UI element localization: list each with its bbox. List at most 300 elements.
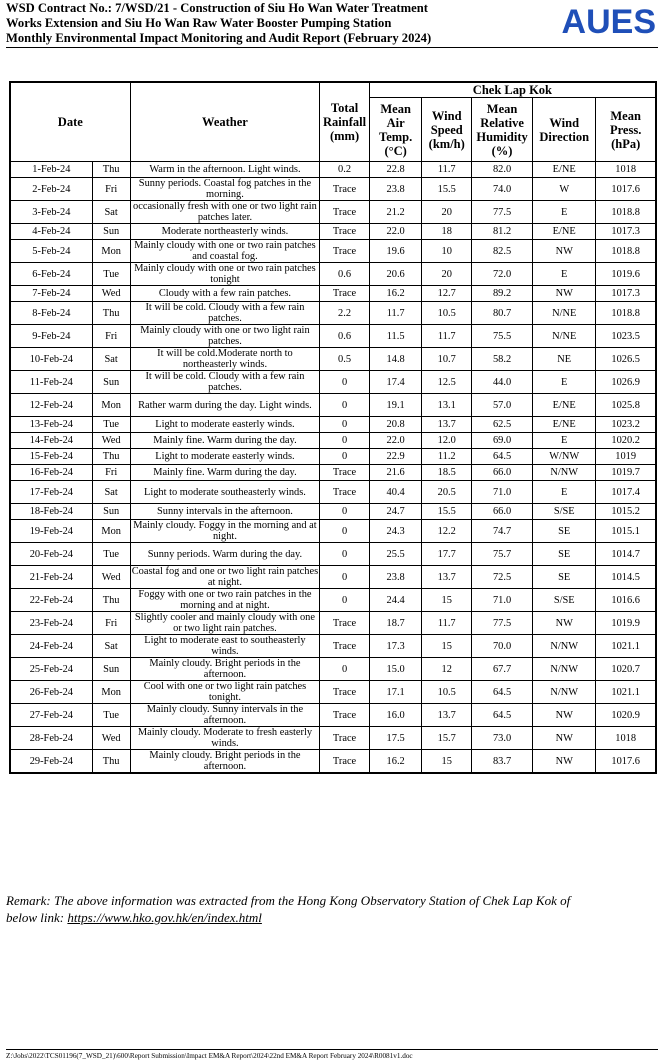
cell-date: 9-Feb-24 xyxy=(10,325,92,348)
cell-day: Mon xyxy=(92,394,130,417)
cell-date: 23-Feb-24 xyxy=(10,612,92,635)
cell-temp: 25.5 xyxy=(369,543,422,566)
cell-humidity: 72.0 xyxy=(472,263,533,286)
cell-day: Tue xyxy=(92,543,130,566)
remark-line-1: Remark: The above information was extracted from the Hong Kong Observatory Station of Chek Lap Kok of xyxy=(6,893,571,908)
cell-weather: Mainly cloudy. Moderate to fresh easterly winds. xyxy=(130,727,320,750)
cell-wind-speed: 12.0 xyxy=(422,433,472,449)
cell-weather: Light to moderate east to southeasterly winds. xyxy=(130,635,320,658)
cell-wind-direction: N/NE xyxy=(533,302,596,325)
cell-pressure: 1019.7 xyxy=(596,465,656,481)
cell-humidity: 71.0 xyxy=(472,481,533,504)
cell-rainfall: Trace xyxy=(320,681,370,704)
cell-humidity: 66.0 xyxy=(472,504,533,520)
cell-rainfall: 0 xyxy=(320,371,370,394)
table-row xyxy=(10,589,656,612)
cell-date: 5-Feb-24 xyxy=(10,240,92,263)
cell-date: 12-Feb-24 xyxy=(10,394,92,417)
cell-rainfall: 0.2 xyxy=(320,162,370,178)
col-header-humidity: Mean Relative Humidity (%) xyxy=(472,98,533,162)
cell-rainfall: 2.2 xyxy=(320,302,370,325)
table-row xyxy=(10,543,656,566)
table-row xyxy=(10,681,656,704)
cell-rainfall: 0 xyxy=(320,658,370,681)
cell-wind-direction: N/NW xyxy=(533,465,596,481)
cell-wind-direction: E xyxy=(533,263,596,286)
cell-weather: Warm in the afternoon. Light winds. xyxy=(130,162,320,178)
cell-humidity: 44.0 xyxy=(472,371,533,394)
cell-pressure: 1017.4 xyxy=(596,481,656,504)
cell-humidity: 57.0 xyxy=(472,394,533,417)
cell-wind-speed: 12 xyxy=(422,658,472,681)
cell-pressure: 1021.1 xyxy=(596,681,656,704)
col-header-temp: Mean Air Temp. (°C) xyxy=(369,98,422,162)
table-row xyxy=(10,520,656,543)
cell-temp: 21.6 xyxy=(369,465,422,481)
cell-weather: Coastal fog and one or two light rain patches at night. xyxy=(131,566,319,588)
cell-wind-speed: 15 xyxy=(422,635,472,658)
cell-humidity: 74.0 xyxy=(472,178,533,201)
cell-day: Sun xyxy=(92,658,130,681)
table-row xyxy=(10,465,656,481)
cell-pressure: 1019.9 xyxy=(596,612,656,635)
cell-day: Fri xyxy=(92,465,130,481)
cell-humidity: 70.0 xyxy=(472,635,533,658)
document-header xyxy=(6,1,658,47)
cell-weather: Mainly fine. Warm during the day. xyxy=(130,433,320,449)
cell-humidity: 66.0 xyxy=(472,465,533,481)
cell-day: Wed xyxy=(92,727,130,750)
cell-weather: Mainly cloudy. Foggy in the morning and at night. xyxy=(130,520,320,543)
table-row xyxy=(10,178,656,201)
cell-wind-direction: SE xyxy=(533,543,596,566)
cell-wind-direction: NW xyxy=(533,727,596,750)
footer-divider xyxy=(6,1049,658,1050)
cell-temp: 17.5 xyxy=(369,727,422,750)
cell-date: 11-Feb-24 xyxy=(10,371,92,394)
cell-weather: It will be cold. Cloudy with a few rain patches. xyxy=(130,302,320,325)
title-line-1: WSD Contract No.: 7/WSD/21 - Construction of Siu Ho Wan Water Treatment xyxy=(6,1,428,15)
cell-wind-speed: 15 xyxy=(422,589,472,612)
cell-wind-speed: 15.5 xyxy=(422,504,472,520)
cell-date: 8-Feb-24 xyxy=(10,302,92,325)
cell-humidity: 67.7 xyxy=(472,658,533,681)
cell-humidity: 69.0 xyxy=(472,433,533,449)
cell-wind-direction: NE xyxy=(533,348,596,371)
table-row xyxy=(10,286,656,302)
cell-day: Fri xyxy=(92,178,130,201)
cell-rainfall: 0 xyxy=(320,589,370,612)
cell-wind-speed: 10 xyxy=(422,240,472,263)
cell-wind-direction: E xyxy=(533,481,596,504)
cell-temp: 11.7 xyxy=(369,302,422,325)
cell-wind-direction: SE xyxy=(533,520,596,543)
cell-humidity: 82.5 xyxy=(472,240,533,263)
cell-pressure: 1020.7 xyxy=(596,658,656,681)
cell-day: Mon xyxy=(92,240,130,263)
table-row xyxy=(10,224,656,240)
cell-day: Sun xyxy=(92,504,130,520)
cell-day: Tue xyxy=(92,417,130,433)
table-row xyxy=(10,325,656,348)
cell-rainfall: 0 xyxy=(320,566,370,589)
col-group-chek-lap-kok: Chek Lap Kok xyxy=(369,82,656,98)
cell-rainfall: 0 xyxy=(320,433,370,449)
cell-rainfall: 0 xyxy=(320,394,370,417)
cell-humidity: 77.5 xyxy=(472,201,533,224)
cell-day: Sun xyxy=(92,371,130,394)
cell-humidity: 73.0 xyxy=(472,727,533,750)
cell-humidity: 81.2 xyxy=(472,224,533,240)
cell-day: Thu xyxy=(92,302,130,325)
cell-humidity: 80.7 xyxy=(472,302,533,325)
cell-day: Fri xyxy=(92,325,130,348)
cell-weather: Mainly fine. Warm during the day. xyxy=(130,465,320,481)
cell-wind-direction: NW xyxy=(533,750,596,774)
cell-day: Sat xyxy=(92,635,130,658)
table-row xyxy=(10,162,656,178)
cell-humidity: 64.5 xyxy=(472,681,533,704)
cell-date: 13-Feb-24 xyxy=(10,417,92,433)
table-row xyxy=(10,635,656,658)
cell-weather: Mainly cloudy with one or two rain patches tonight xyxy=(130,263,320,286)
cell-rainfall: 0.6 xyxy=(320,325,370,348)
table-row xyxy=(10,348,656,371)
cell-pressure: 1019 xyxy=(596,449,656,465)
cell-pressure: 1018 xyxy=(596,727,656,750)
cell-date: 20-Feb-24 xyxy=(10,543,92,566)
cell-rainfall: Trace xyxy=(320,178,370,201)
cell-pressure: 1014.5 xyxy=(596,566,656,589)
cell-wind-speed: 20.5 xyxy=(422,481,472,504)
cell-pressure: 1019.6 xyxy=(596,263,656,286)
cell-pressure: 1018.8 xyxy=(596,240,656,263)
cell-weather: Sunny periods. Coastal fog patches in the morning. xyxy=(130,178,320,201)
cell-temp: 11.5 xyxy=(369,325,422,348)
cell-date: 4-Feb-24 xyxy=(10,224,92,240)
cell-rainfall: Trace xyxy=(320,224,370,240)
cell-rainfall: 0 xyxy=(320,449,370,465)
table-row xyxy=(10,566,656,589)
hko-link[interactable]: https://www.hko.gov.hk/en/index.html xyxy=(67,910,262,925)
cell-weather: Light to moderate easterly winds. xyxy=(130,417,320,433)
cell-wind-direction: NW xyxy=(533,240,596,263)
cell-temp: 19.6 xyxy=(369,240,422,263)
cell-wind-speed: 11.7 xyxy=(422,325,472,348)
cell-wind-speed: 13.7 xyxy=(422,566,472,589)
cell-date: 29-Feb-24 xyxy=(10,750,92,774)
col-header-weather: Weather xyxy=(130,82,320,162)
cell-day: Sat xyxy=(92,201,130,224)
cell-pressure: 1020.2 xyxy=(596,433,656,449)
cell-temp: 18.7 xyxy=(369,612,422,635)
title-line-2: Works Extension and Siu Ho Wan Raw Water Booster Pumping Station xyxy=(6,16,392,30)
cell-rainfall: Trace xyxy=(320,727,370,750)
cell-wind-direction: NW xyxy=(533,612,596,635)
cell-wind-direction: E/NE xyxy=(533,417,596,433)
cell-rainfall: 0.5 xyxy=(320,348,370,371)
cell-humidity: 82.0 xyxy=(472,162,533,178)
cell-weather: Mainly cloudy. Bright periods in the afternoon. xyxy=(130,658,320,681)
cell-temp: 40.4 xyxy=(369,481,422,504)
cell-wind-speed: 12.5 xyxy=(422,371,472,394)
cell-wind-speed: 15 xyxy=(422,750,472,774)
cell-humidity: 75.5 xyxy=(472,325,533,348)
cell-day: Sun xyxy=(92,224,130,240)
cell-humidity: 77.5 xyxy=(472,612,533,635)
cell-pressure: 1020.9 xyxy=(596,704,656,727)
cell-wind-speed: 11.2 xyxy=(422,449,472,465)
remark-prefix: below link: xyxy=(6,910,68,925)
cell-wind-direction: NW xyxy=(533,704,596,727)
col-header-pressure: Mean Press. (hPa) xyxy=(596,98,656,162)
cell-rainfall: Trace xyxy=(320,286,370,302)
table-row xyxy=(10,704,656,727)
table-row xyxy=(10,449,656,465)
cell-date: 3-Feb-24 xyxy=(10,201,92,224)
report-title xyxy=(6,1,526,46)
cell-pressure: 1023.2 xyxy=(596,417,656,433)
cell-pressure: 1016.6 xyxy=(596,589,656,612)
cell-pressure: 1015.2 xyxy=(596,504,656,520)
cell-weather: Mainly cloudy. Sunny intervals in the afternoon. xyxy=(130,704,320,727)
table-row xyxy=(10,263,656,286)
cell-temp: 24.4 xyxy=(369,589,422,612)
cell-weather: Sunny intervals in the afternoon. xyxy=(130,504,320,520)
cell-rainfall: 0 xyxy=(320,520,370,543)
cell-date: 21-Feb-24 xyxy=(10,566,92,589)
cell-weather: Cloudy with a few rain patches. xyxy=(130,286,320,302)
cell-weather: Cool with one or two light rain patches tonight. xyxy=(130,681,320,704)
cell-humidity: 58.2 xyxy=(472,348,533,371)
title-line-3: Monthly Environmental Impact Monitoring and Audit Report (February 2024) xyxy=(6,31,432,45)
cell-rainfall: 0 xyxy=(320,504,370,520)
cell-humidity: 83.7 xyxy=(472,750,533,774)
cell-date: 24-Feb-24 xyxy=(10,635,92,658)
cell-rainfall: Trace xyxy=(320,612,370,635)
cell-date: 26-Feb-24 xyxy=(10,681,92,704)
cell-date: 7-Feb-24 xyxy=(10,286,92,302)
cell-wind-direction: E/NE xyxy=(533,394,596,417)
cell-day: Fri xyxy=(92,612,130,635)
table-row xyxy=(10,612,656,635)
cell-humidity: 62.5 xyxy=(472,417,533,433)
cell-weather: occasionally fresh with one or two light rain patches later. xyxy=(130,201,320,224)
cell-humidity: 75.7 xyxy=(472,543,533,566)
cell-wind-speed: 10.7 xyxy=(422,348,472,371)
cell-rainfall: Trace xyxy=(320,635,370,658)
weather-table xyxy=(9,81,657,774)
cell-pressure: 1015.1 xyxy=(596,520,656,543)
cell-wind-direction: E xyxy=(533,201,596,224)
cell-rainfall: Trace xyxy=(320,750,370,774)
cell-date: 2-Feb-24 xyxy=(10,178,92,201)
cell-date: 17-Feb-24 xyxy=(10,481,92,504)
cell-wind-speed: 15.7 xyxy=(422,727,472,750)
cell-pressure: 1017.3 xyxy=(596,224,656,240)
table-row xyxy=(10,394,656,417)
table-row xyxy=(10,658,656,681)
cell-day: Tue xyxy=(92,263,130,286)
cell-weather: Foggy with one or two rain patches in the morning and at night. xyxy=(130,589,320,612)
cell-temp: 19.1 xyxy=(369,394,422,417)
table-row xyxy=(10,433,656,449)
cell-day: Wed xyxy=(92,433,130,449)
cell-wind-speed: 12.2 xyxy=(422,520,472,543)
remark-line-2 xyxy=(6,909,664,926)
table-row xyxy=(10,201,656,224)
cell-date: 22-Feb-24 xyxy=(10,589,92,612)
cell-wind-direction: N/NW xyxy=(533,681,596,704)
table-row xyxy=(10,371,656,394)
cell-weather: Sunny periods. Warm during the day. xyxy=(130,543,320,566)
cell-weather: It will be cold.Moderate north to northeasterly winds. xyxy=(130,348,320,371)
cell-temp: 22.0 xyxy=(369,433,422,449)
col-header-rainfall: Total Rainfall (mm) xyxy=(320,82,370,162)
cell-temp: 22.9 xyxy=(369,449,422,465)
cell-wind-direction: E xyxy=(533,371,596,394)
cell-day: Mon xyxy=(92,681,130,704)
cell-date: 14-Feb-24 xyxy=(10,433,92,449)
cell-date: 16-Feb-24 xyxy=(10,465,92,481)
cell-day: Wed xyxy=(92,286,130,302)
table-row xyxy=(10,417,656,433)
cell-humidity: 64.5 xyxy=(472,704,533,727)
cell-wind-direction: E/NE xyxy=(533,224,596,240)
cell-date: 28-Feb-24 xyxy=(10,727,92,750)
cell-date: 1-Feb-24 xyxy=(10,162,92,178)
cell-date: 6-Feb-24 xyxy=(10,263,92,286)
cell-weather: Moderate northeasterly winds. xyxy=(130,224,320,240)
cell-temp: 17.4 xyxy=(369,371,422,394)
cell-humidity: 89.2 xyxy=(472,286,533,302)
cell-pressure: 1021.1 xyxy=(596,635,656,658)
cell-temp: 23.8 xyxy=(369,178,422,201)
col-header-wind-direction: Wind Direction xyxy=(533,98,596,162)
cell-weather: Mainly cloudy. Bright periods in the afternoon. xyxy=(130,750,320,774)
table-row xyxy=(10,481,656,504)
table-row xyxy=(10,750,656,774)
cell-wind-direction: N/NE xyxy=(533,325,596,348)
cell-wind-direction: E/NE xyxy=(533,162,596,178)
cell-pressure: 1018 xyxy=(596,162,656,178)
file-path-footer: Z:\Jobs\2022\TCS01196(7_WSD_21)\600\Report Submission\Impact EM&A Report\2024\22nd EM&A Report February 2024\R0081v1.doc xyxy=(6,1052,413,1060)
cell-pressure: 1017.6 xyxy=(596,750,656,774)
cell-temp: 24.3 xyxy=(369,520,422,543)
cell-day: Thu xyxy=(92,750,130,774)
cell-pressure: 1017.3 xyxy=(596,286,656,302)
cell-day: Thu xyxy=(92,449,130,465)
cell-pressure: 1026.9 xyxy=(596,371,656,394)
cell-day: Wed xyxy=(92,566,130,589)
cell-date: 19-Feb-24 xyxy=(10,520,92,543)
cell-wind-speed: 17.7 xyxy=(422,543,472,566)
cell-wind-speed: 20 xyxy=(422,263,472,286)
cell-wind-speed: 15.5 xyxy=(422,178,472,201)
cell-temp: 22.8 xyxy=(369,162,422,178)
cell-wind-speed: 18.5 xyxy=(422,465,472,481)
cell-temp: 16.2 xyxy=(369,286,422,302)
cell-wind-speed: 10.5 xyxy=(422,302,472,325)
cell-wind-speed: 12.7 xyxy=(422,286,472,302)
cell-wind-direction: NW xyxy=(533,286,596,302)
cell-humidity: 64.5 xyxy=(472,449,533,465)
cell-weather: Slightly cooler and mainly cloudy with one or two light rain patches. xyxy=(130,612,320,635)
cell-wind-speed: 13.7 xyxy=(422,417,472,433)
header-divider xyxy=(6,47,658,48)
cell-day: Thu xyxy=(92,589,130,612)
table-row xyxy=(10,727,656,750)
cell-pressure: 1026.5 xyxy=(596,348,656,371)
cell-weather: Rather warm during the day. Light winds. xyxy=(130,394,320,417)
cell-temp: 21.2 xyxy=(369,201,422,224)
cell-wind-direction: N/NW xyxy=(533,658,596,681)
col-header-date: Date xyxy=(10,82,130,162)
cell-weather: Light to moderate southeasterly winds. xyxy=(130,481,320,504)
cell-rainfall: Trace xyxy=(320,481,370,504)
cell-weather: Mainly cloudy with one or two light rain patches. xyxy=(130,325,320,348)
col-header-wind-speed: Wind Speed (km/h) xyxy=(422,98,472,162)
cell-rainfall: 0.6 xyxy=(320,263,370,286)
cell-temp: 20.8 xyxy=(369,417,422,433)
cell-temp: 17.1 xyxy=(369,681,422,704)
cell-pressure: 1025.8 xyxy=(596,394,656,417)
cell-wind-speed: 10.5 xyxy=(422,681,472,704)
cell-wind-direction: E xyxy=(533,433,596,449)
cell-wind-speed: 20 xyxy=(422,201,472,224)
remark-note xyxy=(6,892,664,926)
cell-temp: 17.3 xyxy=(369,635,422,658)
cell-temp: 24.7 xyxy=(369,504,422,520)
cell-wind-speed: 11.7 xyxy=(422,612,472,635)
cell-temp: 14.8 xyxy=(369,348,422,371)
cell-day: Mon xyxy=(92,520,130,543)
weather-table-body xyxy=(10,162,656,774)
cell-pressure: 1017.6 xyxy=(596,178,656,201)
cell-wind-direction: S/SE xyxy=(533,504,596,520)
table-row xyxy=(10,504,656,520)
cell-wind-direction: W xyxy=(533,178,596,201)
cell-date: 18-Feb-24 xyxy=(10,504,92,520)
cell-day: Sat xyxy=(92,348,130,371)
cell-pressure: 1018.8 xyxy=(596,302,656,325)
cell-wind-direction: SE xyxy=(533,566,596,589)
cell-wind-direction: W/NW xyxy=(533,449,596,465)
cell-rainfall: 0 xyxy=(320,417,370,433)
cell-pressure: 1018.8 xyxy=(596,201,656,224)
cell-temp: 22.0 xyxy=(369,224,422,240)
cell-date: 27-Feb-24 xyxy=(10,704,92,727)
cell-rainfall: Trace xyxy=(320,201,370,224)
cell-day: Thu xyxy=(92,162,130,178)
cell-wind-speed: 11.7 xyxy=(422,162,472,178)
cell-rainfall: 0 xyxy=(320,543,370,566)
cell-rainfall: Trace xyxy=(320,465,370,481)
table-row xyxy=(10,302,656,325)
cell-weather: Light to moderate easterly winds. xyxy=(130,449,320,465)
cell-weather: Mainly cloudy with one or two rain patches and coastal fog. xyxy=(130,240,320,263)
cell-weather: It will be cold. Cloudy with a few rain patches. xyxy=(130,371,320,394)
table-row xyxy=(10,240,656,263)
cell-date: 25-Feb-24 xyxy=(10,658,92,681)
cell-temp: 16.2 xyxy=(369,750,422,774)
cell-pressure: 1023.5 xyxy=(596,325,656,348)
cell-date: 10-Feb-24 xyxy=(10,348,92,371)
cell-humidity: 72.5 xyxy=(472,566,533,589)
cell-wind-direction: S/SE xyxy=(533,589,596,612)
cell-pressure: 1014.7 xyxy=(596,543,656,566)
cell-temp: 20.6 xyxy=(369,263,422,286)
